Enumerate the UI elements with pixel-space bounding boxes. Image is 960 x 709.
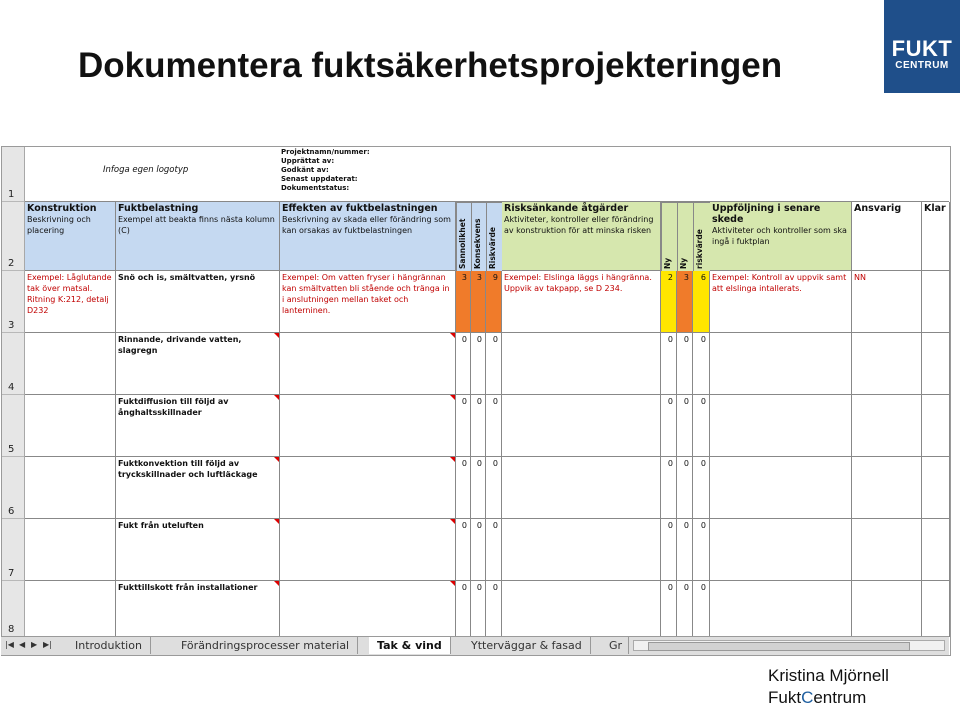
example-sannolikhet[interactable]: 3 bbox=[456, 271, 471, 333]
row-value-cell[interactable]: 0 bbox=[693, 333, 710, 395]
header-sannolikhet[interactable]: Sannolikhet bbox=[456, 202, 471, 271]
row-value-cell[interactable]: 0 bbox=[471, 519, 486, 581]
example-effekten[interactable]: Exempel: Om vatten fryser i hängrännan kan smältvatten bli stående och tränga in i anslutningen mellan taket och lanterninen. bbox=[280, 271, 456, 333]
row-value-cell[interactable]: 0 bbox=[677, 333, 693, 395]
header-desc: Exempel att beakta finns nästa kolumn (C) bbox=[118, 215, 275, 235]
header-risksankande[interactable] bbox=[502, 202, 661, 271]
row-fuktbelastning[interactable]: Rinnande, drivande vatten, slagregn bbox=[116, 333, 280, 395]
header-title: Klar bbox=[924, 203, 946, 214]
first-sheet-icon[interactable]: |◀ bbox=[5, 640, 14, 649]
row-number[interactable]: 8 bbox=[2, 581, 24, 637]
row-value-cell[interactable]: 0 bbox=[471, 457, 486, 519]
logo-line-1: FUKT bbox=[891, 36, 953, 61]
author-org: FuktCentrum bbox=[768, 688, 867, 707]
row-value-cell[interactable]: 0 bbox=[486, 457, 502, 519]
row-cell-klar[interactable] bbox=[922, 457, 950, 519]
row-cell-uppf[interactable] bbox=[710, 395, 852, 457]
tab-forandringsprocesser[interactable]: Förändringsprocesser material bbox=[173, 637, 358, 654]
header-riskvarde[interactable]: Riskvärde bbox=[486, 202, 502, 271]
row-value-cell[interactable]: 0 bbox=[456, 519, 471, 581]
row-header bbox=[2, 147, 25, 637]
row-number[interactable]: 7 bbox=[2, 519, 24, 581]
row-number[interactable]: 3 bbox=[2, 271, 24, 333]
header-title: Effekten av fuktbelastningen bbox=[282, 203, 438, 214]
comment-indicator-icon bbox=[274, 333, 279, 338]
header-fuktbelastning[interactable] bbox=[116, 202, 280, 271]
row-cell-atgard[interactable] bbox=[502, 581, 661, 637]
row-cell-effekt[interactable] bbox=[280, 333, 456, 395]
row-value-cell[interactable]: 0 bbox=[456, 333, 471, 395]
tab-introduktion[interactable]: Introduktion bbox=[67, 637, 151, 654]
header-ansvarig[interactable] bbox=[852, 202, 922, 271]
row-value-cell[interactable]: 0 bbox=[661, 581, 677, 637]
tab-yttervaggar[interactable]: Ytterväggar & fasad bbox=[463, 637, 591, 654]
example-uppfoljning[interactable]: Exempel: Kontroll av uppvik samt att elslinga intallerats. bbox=[710, 271, 852, 333]
row-cell-effekt[interactable] bbox=[280, 395, 456, 457]
row-cell-effekt[interactable] bbox=[280, 457, 456, 519]
header-konsekvens[interactable]: Konsekvens bbox=[471, 202, 486, 271]
header-title: Ansvarig bbox=[854, 203, 902, 214]
example-riskvarde[interactable]: 9 bbox=[486, 271, 502, 333]
row-cell-atgard[interactable] bbox=[502, 457, 661, 519]
header-desc: Aktiviteter, kontroller eller förändring av konstruktion för att minska risken bbox=[504, 215, 654, 235]
row-number[interactable]: 6 bbox=[2, 457, 24, 519]
author-block bbox=[768, 665, 889, 709]
example-fuktbelastning[interactable]: Snö och is, smältvatten, yrsnö bbox=[116, 271, 280, 333]
row-number[interactable]: 1 bbox=[2, 147, 24, 202]
tab-gr[interactable]: Gr bbox=[605, 637, 629, 654]
row-value-cell[interactable]: 0 bbox=[693, 581, 710, 637]
row-value-cell[interactable]: 0 bbox=[486, 581, 502, 637]
row-cell-ansv[interactable] bbox=[852, 333, 922, 395]
project-info-cell[interactable] bbox=[279, 147, 949, 202]
header-title: Fuktbelastning bbox=[118, 203, 199, 214]
header-ny-konsekvens[interactable]: Ny bbox=[677, 202, 693, 271]
comment-indicator-icon bbox=[450, 581, 455, 586]
row-fuktbelastning[interactable]: Fukt från uteluften bbox=[116, 519, 280, 581]
row-cell-konstruktion[interactable] bbox=[25, 581, 116, 637]
comment-indicator-icon bbox=[450, 457, 455, 462]
row-value-cell[interactable]: 0 bbox=[471, 333, 486, 395]
row-cell-uppf[interactable] bbox=[710, 457, 852, 519]
spreadsheet bbox=[1, 146, 951, 656]
row-cell-ansv[interactable] bbox=[852, 457, 922, 519]
example-klar[interactable] bbox=[922, 271, 950, 333]
scrollbar-thumb[interactable] bbox=[648, 642, 910, 651]
row-value-cell[interactable]: 0 bbox=[486, 333, 502, 395]
row-value-cell[interactable]: 0 bbox=[677, 395, 693, 457]
row-value-cell[interactable]: 0 bbox=[486, 519, 502, 581]
logo-placeholder-cell[interactable] bbox=[25, 147, 279, 202]
row-cell-klar[interactable] bbox=[922, 395, 950, 457]
row-value-cell[interactable]: 0 bbox=[486, 395, 502, 457]
row-cell-konstruktion[interactable] bbox=[25, 333, 116, 395]
row-cell-atgard[interactable] bbox=[502, 333, 661, 395]
prev-sheet-icon[interactable]: ◀ bbox=[19, 640, 26, 649]
fuktcentrum-logo bbox=[884, 0, 960, 93]
horizontal-scrollbar[interactable] bbox=[633, 640, 945, 651]
header-nytt-riskvarde[interactable]: riskvärde bbox=[693, 202, 710, 271]
example-atgard[interactable]: Exempel: Elslinga läggs i hängränna. Uppvik av takpapp, se D 234. bbox=[502, 271, 661, 333]
example-ansvarig[interactable]: NN bbox=[852, 271, 922, 333]
header-ny-sannolikhet[interactable]: Ny bbox=[661, 202, 677, 271]
row-cell-konstruktion[interactable] bbox=[25, 395, 116, 457]
row-value-cell[interactable]: 0 bbox=[661, 333, 677, 395]
row-value-cell[interactable]: 0 bbox=[693, 519, 710, 581]
row-cell-klar[interactable] bbox=[922, 581, 950, 637]
last-sheet-icon[interactable]: ▶| bbox=[43, 640, 52, 649]
example-konsekvens[interactable]: 3 bbox=[471, 271, 486, 333]
header-uppfoljning[interactable] bbox=[710, 202, 852, 271]
row-cell-atgard[interactable] bbox=[502, 519, 661, 581]
row-fuktbelastning[interactable]: Fuktkonvektion till följd av tryckskillnader och luftläckage bbox=[116, 457, 280, 519]
row-cell-klar[interactable] bbox=[922, 333, 950, 395]
tab-tak-vind[interactable]: Tak & vind bbox=[369, 637, 451, 654]
row-cell-atgard[interactable] bbox=[502, 395, 661, 457]
row-value-cell[interactable]: 0 bbox=[471, 581, 486, 637]
example-nytt-riskvarde[interactable]: 6 bbox=[693, 271, 710, 333]
header-desc: Beskrivning av skada eller förändring som kan orsakas av fuktbelastningen bbox=[282, 215, 451, 235]
row-value-cell[interactable]: 0 bbox=[456, 457, 471, 519]
row-value-cell[interactable]: 0 bbox=[677, 581, 693, 637]
row-value-cell[interactable]: 0 bbox=[677, 457, 693, 519]
row-value-cell[interactable]: 0 bbox=[693, 457, 710, 519]
comment-indicator-icon bbox=[274, 519, 279, 524]
project-info-line: Godkänt av: bbox=[281, 166, 329, 174]
row-fuktbelastning[interactable]: Fuktdiffusion till följd av ånghaltsskillnader bbox=[116, 395, 280, 457]
row-value-cell[interactable]: 0 bbox=[471, 395, 486, 457]
row-value-cell[interactable]: 0 bbox=[456, 395, 471, 457]
comment-indicator-icon bbox=[450, 395, 455, 400]
row-cell-effekt[interactable] bbox=[280, 581, 456, 637]
header-title: Uppföljning i senare skede bbox=[712, 203, 821, 225]
example-ny-sannolikhet[interactable]: 2 bbox=[661, 271, 677, 333]
row-number[interactable]: 2 bbox=[2, 202, 24, 271]
row-cell-klar[interactable] bbox=[922, 519, 950, 581]
next-sheet-icon[interactable]: ▶ bbox=[31, 640, 38, 649]
project-info-line: Dokumentstatus: bbox=[281, 184, 350, 192]
header-title: Konstruktion bbox=[27, 203, 97, 214]
logo-placeholder-text: Infoga egen logotyp bbox=[103, 165, 189, 175]
logo-line-2: CENTRUM bbox=[895, 60, 949, 71]
row-number[interactable]: 5 bbox=[2, 395, 24, 457]
comment-indicator-icon bbox=[450, 519, 455, 524]
header-desc: Aktiviteter och kontroller som ska ingå i fuktplan bbox=[712, 226, 847, 246]
row-cell-effekt[interactable] bbox=[280, 519, 456, 581]
header-effekten[interactable] bbox=[280, 202, 456, 271]
row-cell-ansv[interactable] bbox=[852, 519, 922, 581]
header-klar[interactable] bbox=[922, 202, 950, 271]
row-cell-uppf[interactable] bbox=[710, 333, 852, 395]
row-value-cell[interactable]: 0 bbox=[677, 519, 693, 581]
row-cell-konstruktion[interactable] bbox=[25, 519, 116, 581]
header-desc: Beskrivning och placering bbox=[27, 215, 91, 235]
row-value-cell[interactable]: 0 bbox=[661, 457, 677, 519]
row-value-cell[interactable]: 0 bbox=[661, 519, 677, 581]
comment-indicator-icon bbox=[274, 395, 279, 400]
project-info-line: Upprättat av: bbox=[281, 157, 335, 165]
comment-indicator-icon bbox=[274, 581, 279, 586]
row-value-cell[interactable]: 0 bbox=[661, 395, 677, 457]
header-title: Risksänkande åtgärder bbox=[504, 203, 629, 214]
project-info-line: Senast uppdaterat: bbox=[281, 175, 358, 183]
row-cell-ansv[interactable] bbox=[852, 395, 922, 457]
comment-indicator-icon bbox=[274, 457, 279, 462]
comment-indicator-icon bbox=[450, 333, 455, 338]
row-cell-ansv[interactable] bbox=[852, 581, 922, 637]
header-konstruktion[interactable] bbox=[25, 202, 116, 271]
example-ny-konsekvens[interactable]: 3 bbox=[677, 271, 693, 333]
row-number[interactable]: 4 bbox=[2, 333, 24, 395]
author-name: Kristina Mjörnell bbox=[768, 666, 889, 685]
row-cell-konstruktion[interactable] bbox=[25, 457, 116, 519]
row-value-cell[interactable]: 0 bbox=[693, 395, 710, 457]
row-cell-uppf[interactable] bbox=[710, 581, 852, 637]
row-value-cell[interactable]: 0 bbox=[456, 581, 471, 637]
example-konstruktion[interactable]: Exempel: Låglutande tak över matsal. Ritning K:212, detalj D232 bbox=[25, 271, 116, 333]
project-info-line: Projektnamn/nummer: bbox=[281, 148, 370, 156]
row-cell-uppf[interactable] bbox=[710, 519, 852, 581]
sheet-tab-bar bbox=[1, 636, 949, 655]
row-fuktbelastning[interactable]: Fukttillskott från installationer bbox=[116, 581, 280, 637]
slide-title: Dokumentera fuktsäkerhetsprojekteringen bbox=[78, 46, 783, 85]
